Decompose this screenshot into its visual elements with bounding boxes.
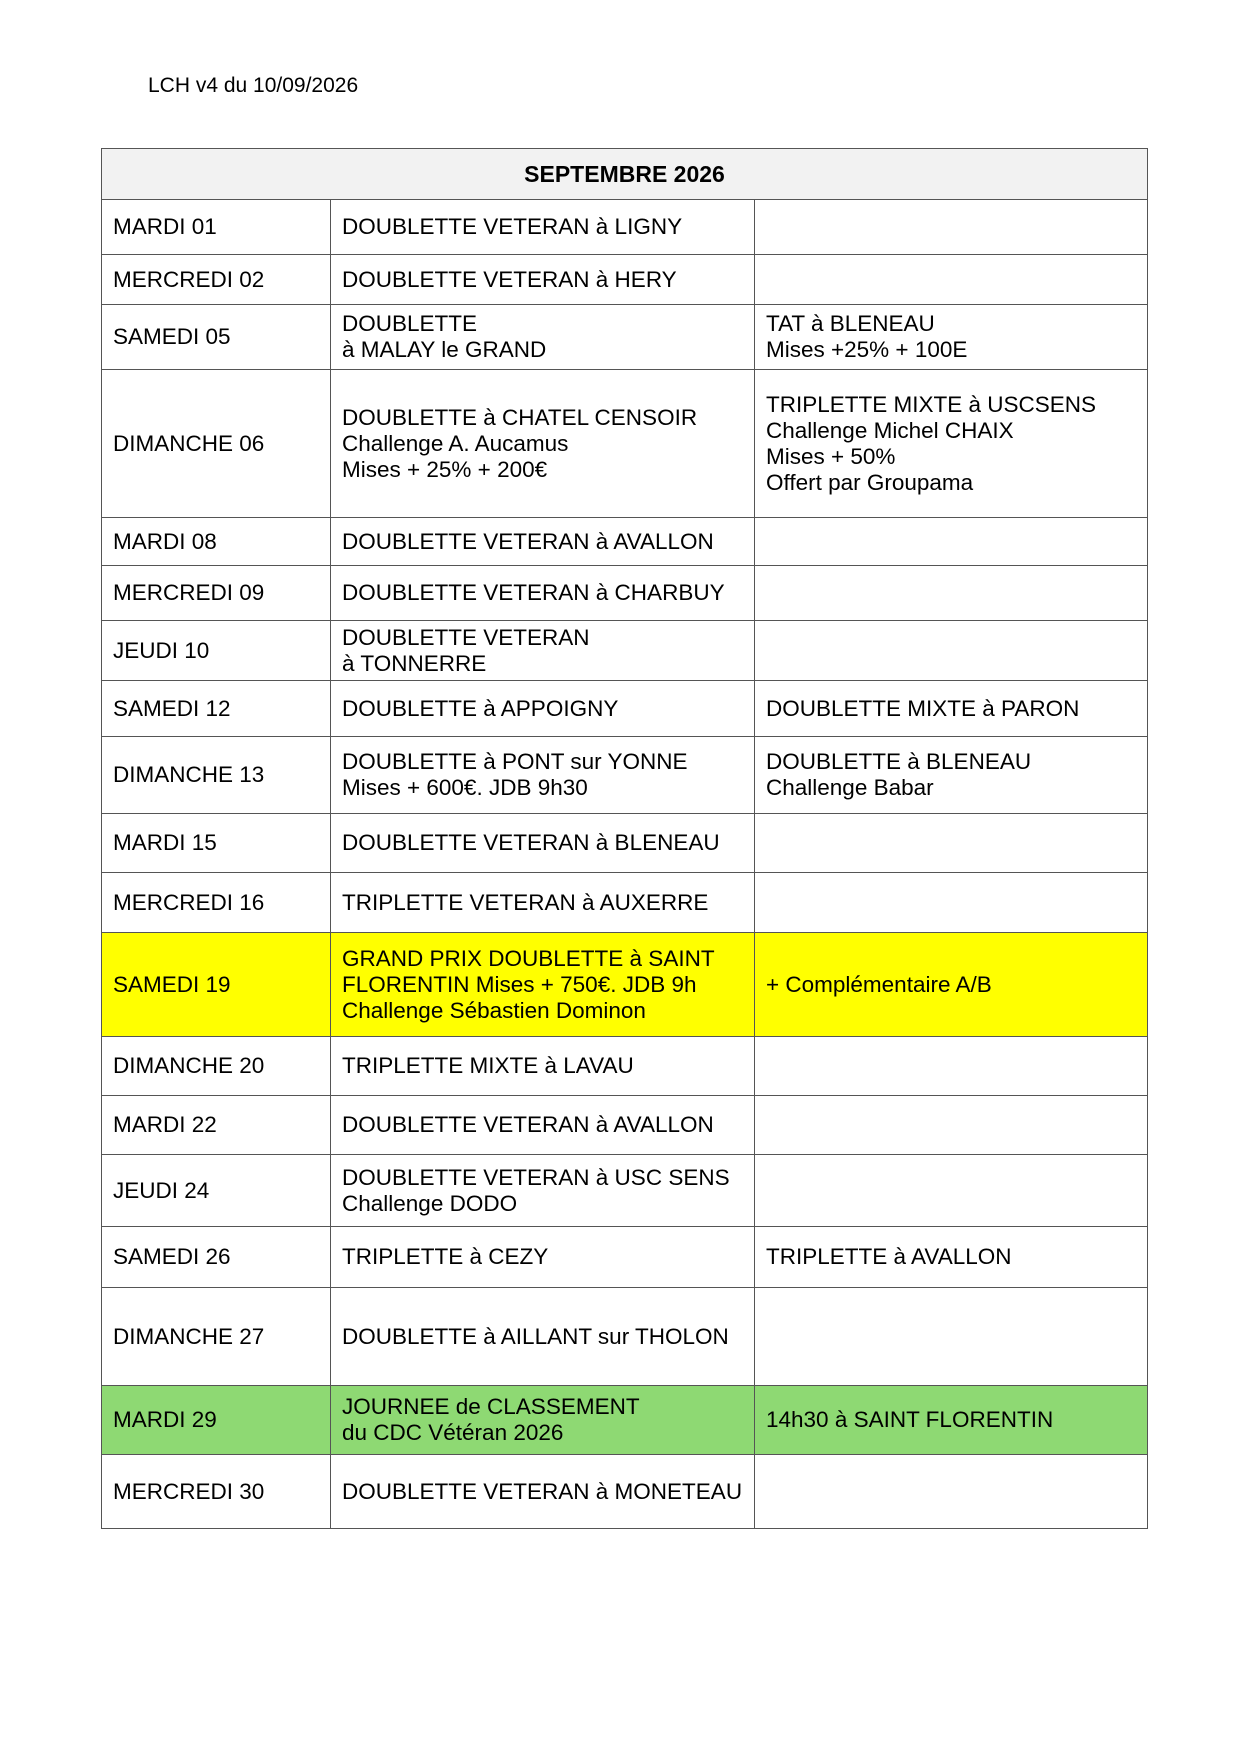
- table-row: [102, 518, 1148, 566]
- table-row: [102, 621, 1148, 681]
- table-row: [102, 1386, 1148, 1455]
- extra-event-cell: [755, 1155, 1148, 1227]
- event-cell: DOUBLETTE à APPOIGNY: [331, 681, 755, 737]
- event-cell: DOUBLETTE VETERAN à TONNERRE: [331, 621, 755, 681]
- day-cell: JEUDI 10: [102, 621, 331, 681]
- table-row: [102, 1227, 1148, 1288]
- table-row: [102, 200, 1148, 255]
- extra-event-cell: [755, 814, 1148, 873]
- event-cell: JOURNEE de CLASSEMENT du CDC Vétéran 2026: [331, 1386, 755, 1455]
- day-cell: DIMANCHE 06: [102, 370, 331, 518]
- table-row: [102, 933, 1148, 1037]
- day-cell: MARDI 08: [102, 518, 331, 566]
- month-title: SEPTEMBRE 2026: [102, 149, 1148, 200]
- month-header-row: [102, 149, 1148, 200]
- extra-event-cell: [755, 200, 1148, 255]
- event-cell: DOUBLETTE à CHATEL CENSOIR Challenge A. Aucamus Mises + 25% + 200€: [331, 370, 755, 518]
- extra-event-cell: [755, 1288, 1148, 1386]
- day-cell: MERCREDI 30: [102, 1455, 331, 1529]
- day-cell: MARDI 15: [102, 814, 331, 873]
- table-row: [102, 1288, 1148, 1386]
- day-cell: MERCREDI 09: [102, 566, 331, 621]
- table-row: [102, 873, 1148, 933]
- event-cell: TRIPLETTE VETERAN à AUXERRE: [331, 873, 755, 933]
- day-cell: DIMANCHE 20: [102, 1037, 331, 1096]
- event-cell: GRAND PRIX DOUBLETTE à SAINT FLORENTIN Mises + 750€. JDB 9h Challenge Sébastien Dominon: [331, 933, 755, 1037]
- extra-event-cell: [755, 1455, 1148, 1529]
- extra-event-cell: TRIPLETTE MIXTE à USCSENS Challenge Michel CHAIX Mises + 50% Offert par Groupama: [755, 370, 1148, 518]
- extra-event-cell: [755, 566, 1148, 621]
- event-cell: DOUBLETTE VETERAN à LIGNY: [331, 200, 755, 255]
- event-cell: DOUBLETTE VETERAN à AVALLON: [331, 518, 755, 566]
- extra-event-cell: TAT à BLENEAU Mises +25% + 100E: [755, 305, 1148, 370]
- extra-event-cell: [755, 1037, 1148, 1096]
- table-row: [102, 566, 1148, 621]
- day-cell: SAMEDI 19: [102, 933, 331, 1037]
- extra-event-cell: TRIPLETTE à AVALLON: [755, 1227, 1148, 1288]
- day-cell: MERCREDI 02: [102, 255, 331, 305]
- day-cell: MARDI 01: [102, 200, 331, 255]
- extra-event-cell: DOUBLETTE à BLENEAU Challenge Babar: [755, 737, 1148, 814]
- extra-event-cell: [755, 1096, 1148, 1155]
- table-row: [102, 737, 1148, 814]
- event-cell: TRIPLETTE à CEZY: [331, 1227, 755, 1288]
- event-cell: DOUBLETTE VETERAN à AVALLON: [331, 1096, 755, 1155]
- table-row: [102, 1037, 1148, 1096]
- event-cell: DOUBLETTE VETERAN à BLENEAU: [331, 814, 755, 873]
- day-cell: SAMEDI 12: [102, 681, 331, 737]
- day-cell: MARDI 29: [102, 1386, 331, 1455]
- extra-event-cell: + Complémentaire A/B: [755, 933, 1148, 1037]
- table-row: [102, 814, 1148, 873]
- event-cell: TRIPLETTE MIXTE à LAVAU: [331, 1037, 755, 1096]
- table-row: [102, 1096, 1148, 1155]
- event-cell: DOUBLETTE VETERAN à USC SENS Challenge DODO: [331, 1155, 755, 1227]
- calendar-table: [101, 148, 1148, 1529]
- table-row: [102, 1455, 1148, 1529]
- extra-event-cell: 14h30 à SAINT FLORENTIN: [755, 1386, 1148, 1455]
- day-cell: JEUDI 24: [102, 1155, 331, 1227]
- event-cell: DOUBLETTE à PONT sur YONNE Mises + 600€. JDB 9h30: [331, 737, 755, 814]
- table-row: [102, 681, 1148, 737]
- event-cell: DOUBLETTE VETERAN à CHARBUY: [331, 566, 755, 621]
- extra-event-cell: [755, 621, 1148, 681]
- day-cell: MARDI 22: [102, 1096, 331, 1155]
- event-cell: DOUBLETTE à MALAY le GRAND: [331, 305, 755, 370]
- extra-event-cell: DOUBLETTE MIXTE à PARON: [755, 681, 1148, 737]
- day-cell: MERCREDI 16: [102, 873, 331, 933]
- day-cell: DIMANCHE 27: [102, 1288, 331, 1386]
- extra-event-cell: [755, 255, 1148, 305]
- document-version: LCH v4 du 10/09/2026: [148, 74, 359, 97]
- table-row: [102, 1155, 1148, 1227]
- table-row: [102, 255, 1148, 305]
- day-cell: DIMANCHE 13: [102, 737, 331, 814]
- extra-event-cell: [755, 518, 1148, 566]
- day-cell: SAMEDI 26: [102, 1227, 331, 1288]
- event-cell: DOUBLETTE VETERAN à HERY: [331, 255, 755, 305]
- event-cell: DOUBLETTE à AILLANT sur THOLON: [331, 1288, 755, 1386]
- table-row: [102, 305, 1148, 370]
- table-row: [102, 370, 1148, 518]
- extra-event-cell: [755, 873, 1148, 933]
- day-cell: SAMEDI 05: [102, 305, 331, 370]
- event-cell: DOUBLETTE VETERAN à MONETEAU: [331, 1455, 755, 1529]
